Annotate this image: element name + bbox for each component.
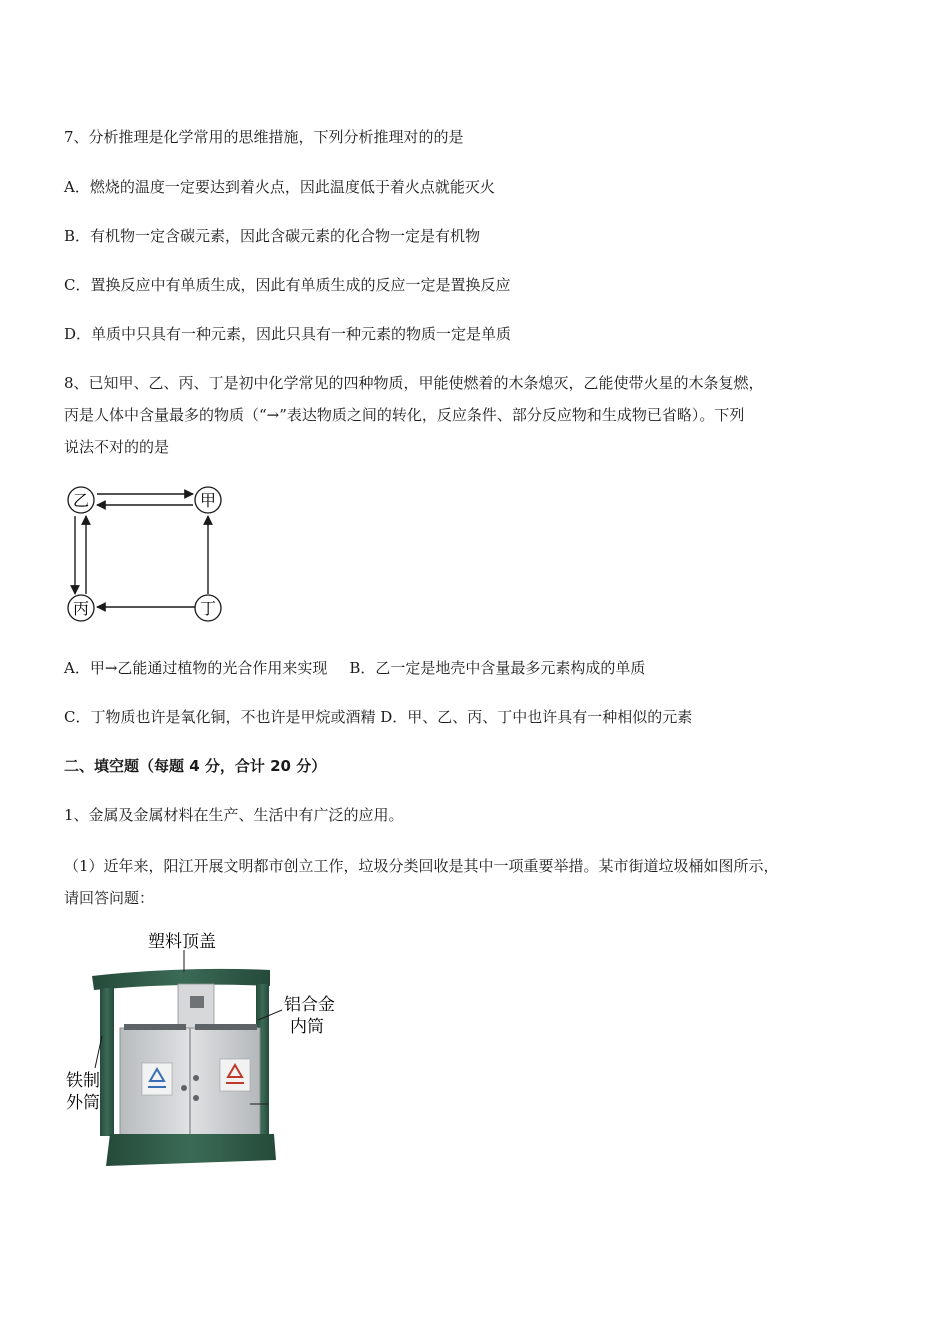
q8-option-d: D．甲、乙、丙、丁中也许具有一种相似的元素 xyxy=(380,708,693,726)
label-iron-outer-line-1: 铁制 xyxy=(66,1071,100,1091)
q7-option-d: D．单质中只具有一种元素，因此只具有一种元素的物质一定是单质 xyxy=(64,325,512,343)
label-plastic-lid: 塑料顶盖 xyxy=(148,932,216,952)
node-jia xyxy=(195,487,221,513)
svg-text:丙: 丙 xyxy=(72,599,90,618)
q8-stem-line-3: 说法不对的的是 xyxy=(64,438,170,456)
label-iron-outer-line-2: 外筒 xyxy=(66,1093,100,1113)
q8-conversion-diagram xyxy=(60,480,230,630)
node-bing xyxy=(68,595,94,621)
s2-q1-stem: 1、金属及金属材料在生产、生活中有广泛的应用。 xyxy=(64,806,404,824)
label-aluminum-inner-line-2: 内筒 xyxy=(290,1017,324,1037)
q7-option-b: B．有机物一定含碳元素，因此含碳元素的化合物一定是有机物 xyxy=(64,227,481,245)
svg-text:丁: 丁 xyxy=(199,599,217,618)
q8-option-b: B．乙一定是地壳中含量最多元素构成的单质 xyxy=(349,659,646,677)
node-yi xyxy=(68,487,94,513)
q8-stem-line-1: 8、已知甲、乙、丙、丁是初中化学常见的四种物质，甲能使燃着的木条熄灭，乙能使带火星的木条复燃， xyxy=(64,374,764,392)
s2-q1-sub1-line-2: 请回答问题： xyxy=(64,889,155,907)
q7-stem: 7、分析推理是化学常用的思维措施，下列分析推理对的的是 xyxy=(64,128,464,146)
q8-option-a: A．甲→乙能通过植物的光合作用来实现 xyxy=(64,659,328,677)
label-aluminum-inner-line-1: 铝合金 xyxy=(284,995,335,1015)
trash-bin-figure xyxy=(62,928,342,1173)
q7-option-c: C．置换反应中有单质生成，因此有单质生成的反应一定是置换反应 xyxy=(64,276,511,294)
svg-text:甲: 甲 xyxy=(199,491,217,510)
q8-options-row-2 xyxy=(64,707,692,727)
q8-options-row-1 xyxy=(64,658,645,678)
node-ding xyxy=(195,595,221,621)
s2-q1-sub1-line-1: （1）近年来，阳江开展文明都市创立工作，垃圾分类回收是其中一项重要举措。某市街道垃圾桶如图所示， xyxy=(64,857,779,875)
q8-option-c: C．丁物质也许是氧化铜，不也许是甲烷或酒精 xyxy=(64,708,376,726)
svg-text:乙: 乙 xyxy=(72,491,90,510)
q8-stem-line-2: 丙是人体中含量最多的物质（“→”表达物质之间的转化，反应条件、部分反应物和生成物已省略）。下列 xyxy=(64,406,745,424)
q7-option-a: A．燃烧的温度一定要达到着火点，因此温度低于着火点就能灭火 xyxy=(64,178,495,196)
section-title: 二、填空题（每题 4 分，合计 20 分） xyxy=(64,757,327,775)
